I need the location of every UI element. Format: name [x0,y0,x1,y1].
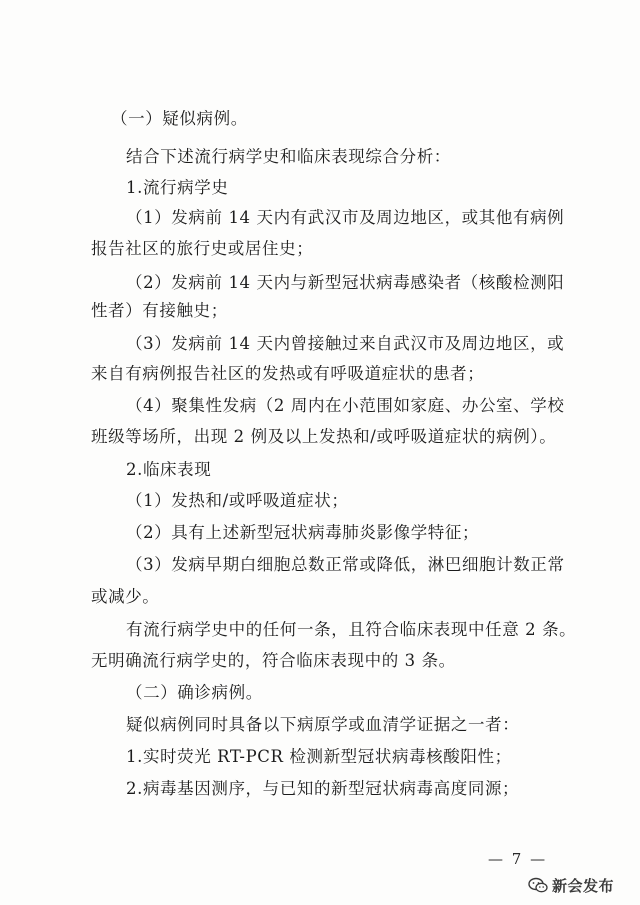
list-item-line: （3）发病前 14 天内曾接触过来自武汉市及周边地区，或 [126,334,565,353]
paragraph-line: 结合下述流行病学史和临床表现综合分析： [126,147,451,166]
paragraph-line: 无明确流行病学史的，符合临床表现中的 3 条。 [91,651,456,670]
list-item-line: （1）发病前 14 天内有武汉市及周边地区，或其他有病例 [126,208,565,227]
watermark-text: 新会发布 [552,876,615,895]
list-item-line: 班级等场所，出现 2 例及以上发热和/或呼吸道症状的病例）。 [91,427,557,446]
list-item-line: 性者）有接触史； [91,301,228,320]
list-item-line: 2.病毒基因测序，与已知的新型冠状病毒高度同源； [126,779,520,798]
subheading-epidemiology: 1.流行病学史 [126,178,229,197]
list-item-line: （4）聚集性发病（2 周内在小范围如家庭、办公室、学校 [126,396,565,415]
subheading-clinical: 2.临床表现 [126,460,212,479]
heading-suspected-cases: （一）疑似病例。 [111,109,248,128]
list-item-line: 或减少。 [91,587,160,606]
list-item-line: 1.实时荧光 RT-PCR 检测新型冠状病毒核酸阳性； [126,747,512,766]
list-item-line: （2）发病前 14 天内与新型冠状病毒感染者（核酸检测阳 [126,273,565,292]
paragraph-line: 有流行病学史中的任何一条，且符合临床表现中任意 2 条。 [126,620,577,639]
list-item-line: （2）具有上述新型冠状病毒肺炎影像学特征； [126,523,480,542]
list-item-line: 报告社区的旅行史或居住史； [91,239,314,258]
heading-confirmed-cases: （二）确诊病例。 [126,683,263,702]
page-number: — 7 — [488,850,548,868]
list-item-line: （1）发热和/或呼吸道症状； [126,491,349,510]
list-item-line: 来自有病例报告社区的发热或有呼吸道症状的患者； [91,364,485,383]
list-item-line: （3）发病早期白细胞总数正常或降低，淋巴细胞计数正常 [126,555,565,574]
wechat-icon [528,877,548,893]
watermark [528,874,614,896]
paragraph-line: 疑似病例同时具备以下病原学或血清学证据之一者： [126,715,520,734]
